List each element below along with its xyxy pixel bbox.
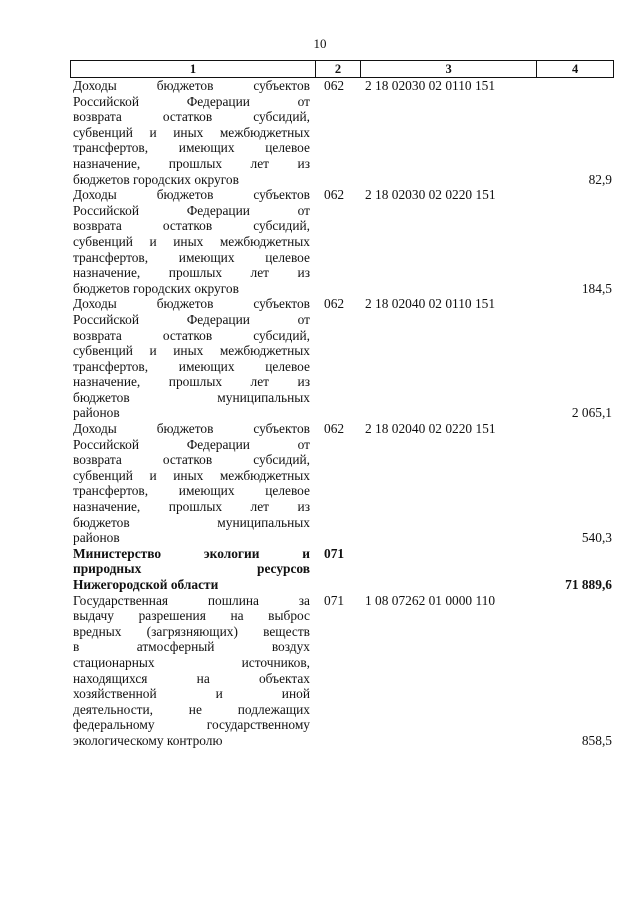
row-description — [70, 546, 316, 593]
description-line: трансфертов, имеющих целевое — [73, 358, 310, 374]
row-description — [70, 593, 316, 749]
row-description — [70, 78, 316, 187]
description-line: назначение, прошлых лет из — [73, 265, 310, 281]
description-line: трансфертов, имеющих целевое — [73, 140, 310, 156]
description-line: экологическому контролю — [73, 732, 223, 748]
description-line: субвенций и иных межбюджетных — [73, 467, 310, 483]
header-col-2: 2 — [316, 61, 361, 77]
admin-code: 062 — [324, 78, 345, 93]
amount-value: 184,5 — [581, 280, 612, 296]
admin-code: 071 — [324, 545, 345, 561]
description-line: субвенций и иных межбюджетных — [73, 124, 310, 140]
budget-classification-code — [361, 546, 538, 593]
description-line: Российской Федерации от — [73, 311, 310, 327]
description-line: Российской Федерации от — [73, 93, 310, 109]
description-line: Российской Федерации от — [73, 202, 310, 218]
row-description — [70, 187, 316, 296]
table-row — [70, 78, 614, 187]
description-line: бюджетов муниципальных — [73, 514, 310, 530]
amount-value: 71 889,6 — [565, 577, 612, 592]
table-row — [70, 187, 614, 296]
description-line: назначение, прошлых лет из — [73, 499, 310, 515]
amount — [538, 421, 614, 546]
description-line: федеральному государственному — [73, 717, 310, 733]
budget-classification-code: 2 18 02030 02 0220 151 — [365, 187, 496, 203]
header-col-4: 4 — [572, 62, 579, 76]
amount — [538, 296, 614, 421]
description-line: природных ресурсов — [73, 561, 310, 577]
table-row — [70, 421, 614, 546]
amount-value: 2 065,1 — [571, 405, 612, 421]
table-header — [70, 60, 614, 78]
description-line: субвенций и иных межбюджетных — [73, 233, 310, 249]
description-line: хозяйственной и иной — [73, 686, 310, 702]
row-description — [70, 296, 316, 421]
description-line: стационарных источников, — [73, 654, 310, 670]
admin-code: 062 — [324, 421, 345, 437]
description-line: Доходы бюджетов субъектов — [73, 187, 310, 203]
page-number: 10 — [313, 36, 327, 51]
description-line: возврата остатков субсидий, — [73, 327, 310, 343]
description-line: вредных (загрязняющих) веществ — [73, 623, 310, 639]
description-line: Доходы бюджетов субъектов — [73, 78, 310, 93]
header-col-1: 1 — [71, 61, 316, 77]
description-line: выдачу разрешения на выброс — [73, 608, 310, 624]
description-line: субвенций и иных межбюджетных — [73, 343, 310, 359]
description-line: возврата остатков субсидий, — [73, 452, 310, 468]
description-line: в атмосферный воздух — [73, 639, 310, 655]
row-description — [70, 421, 316, 546]
budget-table — [70, 60, 614, 749]
description-line: районов — [73, 530, 120, 546]
description-line: Государственная пошлина за — [73, 592, 310, 608]
description-line: трансфертов, имеющих целевое — [73, 249, 310, 265]
description-line: назначение, прошлых лет из — [73, 374, 310, 390]
table-row — [70, 296, 614, 421]
amount — [538, 78, 614, 187]
amount-value: 858,5 — [581, 732, 612, 748]
description-line: возврата остатков субсидий, — [73, 218, 310, 234]
description-line: районов — [73, 405, 120, 421]
budget-classification-code: 1 08 07262 01 0000 110 — [365, 592, 496, 608]
table-row — [70, 593, 614, 749]
amount — [538, 593, 614, 749]
budget-classification-code: 2 18 02040 02 0110 151 — [365, 296, 496, 312]
description-line: бюджетов городских округов — [73, 171, 239, 187]
description-line: трансфертов, имеющих целевое — [73, 483, 310, 499]
admin-code: 062 — [324, 296, 345, 312]
admin-code: 071 — [324, 592, 345, 608]
amount — [538, 187, 614, 296]
amount-value: 540,3 — [581, 530, 612, 546]
amount-value: 82,9 — [588, 171, 612, 187]
amount — [538, 546, 614, 593]
description-line: Доходы бюджетов субъектов — [73, 296, 310, 312]
description-line: возврата остатков субсидий, — [73, 109, 310, 125]
description-line: Министерство экологии и — [73, 545, 310, 561]
table-row-ministry — [70, 546, 614, 593]
description-line: Российской Федерации от — [73, 436, 310, 452]
budget-classification-code: 2 18 02040 02 0220 151 — [365, 421, 496, 437]
budget-classification-code: 2 18 02030 02 0110 151 — [365, 78, 496, 93]
description-line: бюджетов городских округов — [73, 280, 239, 296]
description-line: деятельности, не подлежащих — [73, 701, 310, 717]
admin-code: 062 — [324, 187, 345, 203]
description-line: бюджетов муниципальных — [73, 389, 310, 405]
description-line: Доходы бюджетов субъектов — [73, 421, 310, 437]
header-col-3: 3 — [361, 61, 537, 77]
description-line: назначение, прошлых лет из — [73, 155, 310, 171]
description-line: находящихся на объектах — [73, 670, 310, 686]
description-line: Нижегородской области — [73, 577, 219, 592]
